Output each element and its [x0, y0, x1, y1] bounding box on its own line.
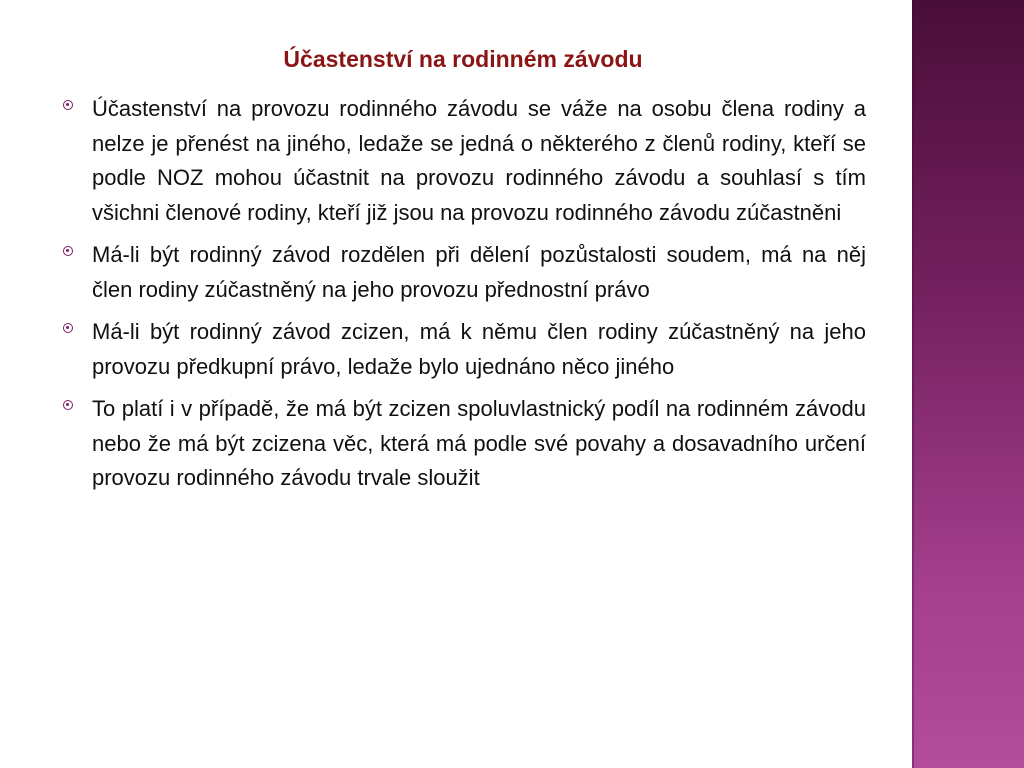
circle-dot-bullet-icon — [63, 246, 73, 256]
bullet-item — [60, 238, 866, 307]
bullet-text: Má-li být rodinný závod zcizen, má k němu člen rodiny zúčastněný na jeho provozu předkupní právo, ledaže bylo ujednáno něco jiného — [92, 319, 866, 379]
bullet-item — [60, 315, 866, 384]
bullet-text: To platí i v případě, že má být zcizen spoluvlastnický podíl na rodinném závodu nebo že má být zcizena věc, která má podle své povahy a dosavadního určení provozu rodinného závodu trvale sloužit — [92, 396, 866, 490]
bullet-item — [60, 92, 866, 230]
decorative-sidebar — [912, 0, 1024, 768]
slide-title: Účastenství na rodinném závodu — [283, 46, 643, 72]
circle-dot-bullet-icon — [63, 323, 73, 333]
circle-dot-bullet-icon — [63, 400, 73, 410]
bullet-item — [60, 392, 866, 496]
slide-content — [60, 92, 866, 504]
circle-dot-bullet-icon — [63, 100, 73, 110]
bullet-text: Má-li být rodinný závod rozdělen při dělení pozůstalosti soudem, má na něj člen rodiny zúčastněný na jeho provozu přednostní právo — [92, 242, 866, 302]
bullet-list — [60, 92, 866, 496]
sidebar-edge — [912, 0, 914, 768]
bullet-text: Účastenství na provozu rodinného závodu se váže na osobu člena rodiny a nelze je přenést na jiného, ledaže se jedná o některého z členů rodiny, kteří se podle NOZ mohou účastnit na provozu rodinného závodu a souhlasí s tím všichni členové rodiny, kteří již jsou na provozu rodinného závodu zúčastněni — [92, 96, 866, 225]
